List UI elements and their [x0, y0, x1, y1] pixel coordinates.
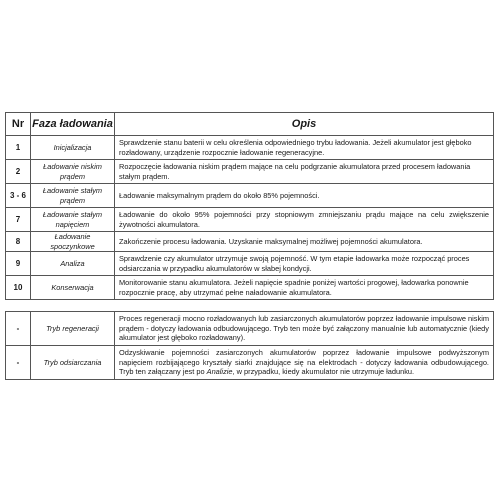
- table-row: [6, 208, 494, 232]
- row-opis-text: Odzyskiwanie pojemności zasiarczonych akumulatorów poprzez ładowanie impulsowe podwyższonym napięciem rozbijającego kryształy siarki znajdujące się na elektrodach - dotyczy ładowania odbudowującego. Tryb ten załączany jest po: [119, 348, 489, 377]
- row-opis-italic: Analizie: [206, 367, 233, 377]
- header-faza: Faza ładowania: [31, 113, 115, 136]
- row-faza: Ładowanie niskim prądem: [31, 160, 115, 184]
- header-nr: Nr: [6, 113, 31, 136]
- table-row: [6, 312, 494, 346]
- row-opis: Proces regeneracji mocno rozładowanych lub zasiarczonych akumulatorów poprzez ładowanie impulsowe niskim prądem - dotyczy ładowania odbudowującego. Tryb ten może być załączony manualnie lub automatycznie (kiedy akumulator jest głęboko rozładowany).: [115, 312, 494, 346]
- table-row: [6, 252, 494, 276]
- row-opis: Sprawdzenie stanu baterii w celu określenia odpowiedniego trybu ładowania. Jeżeli akumulator jest głęboko rozładowany, urządzenie rozpocznie ładowanie regeneracyjne.: [115, 136, 494, 160]
- row-nr: 3 - 6: [6, 184, 31, 208]
- row-nr: 10: [6, 276, 31, 300]
- row-nr: -: [6, 346, 31, 380]
- row-opis: Monitorowanie stanu akumulatora. Jeżeli napięcie spadnie poniżej wartości progowej, ładowarka ponownie rozpocznie pracę, aby utrzymać pełne naładowanie akumulatora.: [115, 276, 494, 300]
- row-opis: Ładowanie maksymalnym prądem do około 85% pojemności.: [115, 184, 494, 208]
- row-opis: Zakończenie procesu ładowania. Uzyskanie maksymalnej możliwej pojemności akumulatora.: [115, 232, 494, 252]
- row-faza: Ładowanie stałym napięciem: [31, 208, 115, 232]
- charging-phases-table: [5, 112, 494, 300]
- row-nr: 7: [6, 208, 31, 232]
- row-opis: Rozpoczęcie ładowania niskim prądem mające na celu podgrzanie akumulatora przed procesem ładowania stałym prądem.: [115, 160, 494, 184]
- row-nr: -: [6, 312, 31, 346]
- row-opis: Ładowanie do około 95% pojemności przy stopniowym zmniejszaniu prądu mające na celu zwiększenie żywotności akumulatora.: [115, 208, 494, 232]
- table-row: [6, 136, 494, 160]
- row-faza: Ładowanie spoczynkowe: [31, 232, 115, 252]
- row-opis: [115, 346, 494, 380]
- table-row: [6, 184, 494, 208]
- charging-modes-table: [5, 311, 494, 380]
- table-row: [6, 276, 494, 300]
- row-faza: Analiza: [31, 252, 115, 276]
- row-nr: 8: [6, 232, 31, 252]
- row-nr: 2: [6, 160, 31, 184]
- row-faza: Konserwacja: [31, 276, 115, 300]
- row-faza: Tryb regeneracji: [31, 312, 115, 346]
- header-opis: Opis: [115, 113, 494, 136]
- row-faza: Ładowanie stałym prądem: [31, 184, 115, 208]
- row-faza: Inicjalizacja: [31, 136, 115, 160]
- row-opis: Sprawdzenie czy akumulator utrzymuje swoją pojemność. W tym etapie ładowarka może rozpocząć proces odsiarczania w przypadku akumulatorów w słabej kondycji.: [115, 252, 494, 276]
- table-header-row: [6, 113, 494, 136]
- row-faza: Tryb odsiarczania: [31, 346, 115, 380]
- table-row: [6, 346, 494, 380]
- row-opis-text-end: , w przypadku, kiedy akumulator nie utrzymuje ładunku.: [232, 367, 415, 377]
- row-nr: 1: [6, 136, 31, 160]
- table-row: [6, 160, 494, 184]
- row-nr: 9: [6, 252, 31, 276]
- table-row: [6, 232, 494, 252]
